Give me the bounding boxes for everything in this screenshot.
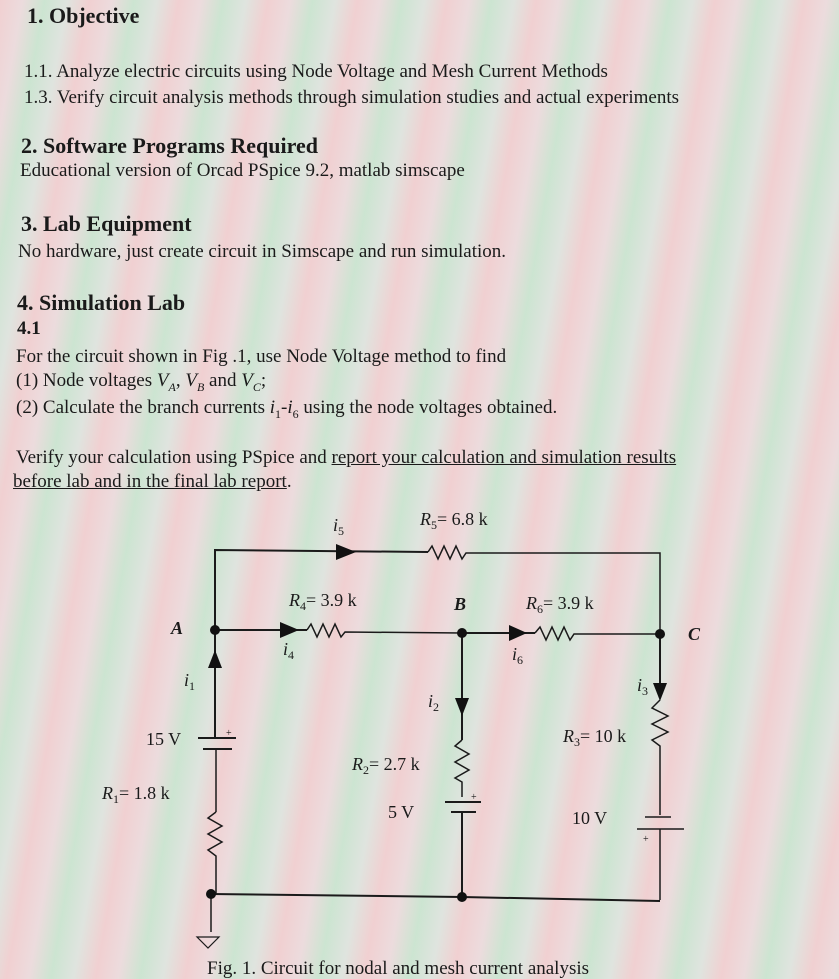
node-c-label: C xyxy=(688,624,701,644)
vc-subscript: C xyxy=(252,379,261,394)
node-b-dot xyxy=(457,628,467,638)
r2-label: $R_2= 2.7$ k xyxy=(352,754,420,777)
arrow-i4-icon xyxy=(280,622,299,638)
task2-dash: - xyxy=(281,397,288,418)
wire-bottom xyxy=(211,894,660,901)
software-text: Educational version of Orcad PSpice 9.2, matlab simscape xyxy=(20,160,465,181)
task1-end: ; xyxy=(260,370,267,391)
vb-subscript: B xyxy=(196,379,205,394)
r4-label: $R_4= 3.9$ k xyxy=(289,590,357,613)
task1-prefix: (1) Node voltages xyxy=(16,370,157,391)
battery-5v xyxy=(445,802,481,812)
verify-underlined-1: report your calculation and simulation results xyxy=(331,447,677,468)
plus-5v: + xyxy=(471,792,477,803)
i4-label: $i_4$ xyxy=(283,639,295,662)
i1-subscript: 1 xyxy=(275,406,282,421)
resistor-r4 xyxy=(307,624,462,637)
r6-label: $R_6= 3.9$ k xyxy=(526,593,594,616)
plus-15v: + xyxy=(226,728,232,739)
i5-label: $i_5$ xyxy=(333,515,345,538)
ground-icon xyxy=(197,937,219,948)
resistor-r1 xyxy=(208,812,222,895)
simulation-intro: For the circuit shown in Fig .1, use Node Voltage method to find xyxy=(16,346,507,367)
plus-10v: + xyxy=(643,834,649,845)
i2-label: $i_2$ xyxy=(428,691,440,714)
arrow-i6-icon xyxy=(509,625,527,641)
source-5v-label: 5 V xyxy=(388,802,415,822)
i6-label: $i_6$ xyxy=(512,644,524,667)
vb-symbol: V xyxy=(185,370,197,391)
figure-caption: Fig. 1. Circuit for nodal and mesh current analysis xyxy=(207,958,590,979)
node-a-dot xyxy=(210,625,220,635)
software-heading: 2. Software Programs Required xyxy=(21,133,318,158)
i6-symbol: i xyxy=(287,397,293,418)
r1-label: $R_1= 1.8$ k xyxy=(102,783,170,806)
arrow-i5-icon xyxy=(336,544,356,560)
node-b-label: B xyxy=(454,594,467,614)
node-ground-left-dot xyxy=(206,889,216,899)
task1-and: and xyxy=(204,370,242,391)
objective-heading: 1. Objective xyxy=(27,3,140,28)
task1-sep: , xyxy=(175,370,186,391)
equipment-text: No hardware, just create circuit in Simscape and run simulation. xyxy=(18,241,507,262)
r5-label: $R_5= 6.8$ k xyxy=(420,509,488,532)
vc-symbol: V xyxy=(241,370,253,391)
simulation-heading: 4. Simulation Lab xyxy=(17,290,186,315)
verify-end: . xyxy=(286,471,292,492)
objective-item-1: 1.1. Analyze electric circuits using Node Voltage and Mesh Current Methods xyxy=(24,61,608,82)
resistor-r2 xyxy=(455,740,469,797)
i6-subscript: 6 xyxy=(292,406,299,421)
va-symbol: V xyxy=(156,370,169,391)
node-a-label: A xyxy=(171,618,184,638)
arrow-i3-icon xyxy=(653,683,667,701)
verify-plain: Verify your calculation using PSpice and xyxy=(16,447,332,468)
arrow-i1-icon xyxy=(208,650,222,668)
battery-10v xyxy=(637,817,684,829)
arrow-i2-icon xyxy=(455,698,469,716)
task2-prefix: (2) Calculate the branch currents xyxy=(16,397,270,418)
source-15v-label: 15 V xyxy=(146,729,182,749)
va-subscript: A xyxy=(168,379,176,394)
resistor-r6 xyxy=(535,627,660,640)
i3-label: $i_3$ xyxy=(637,675,649,698)
r3-label: $R_3= 10$ k xyxy=(563,726,627,749)
node-c-dot xyxy=(655,629,665,639)
resistor-r5 xyxy=(428,546,660,630)
i1-label: $i_1$ xyxy=(184,670,196,693)
node-ground-mid-dot xyxy=(457,892,467,902)
simulation-subheading: 4.1 xyxy=(17,318,41,339)
equipment-heading: 3. Lab Equipment xyxy=(21,211,192,236)
source-10v-label: 10 V xyxy=(572,808,608,828)
objective-item-2: 1.3. Verify circuit analysis methods through simulation studies and actual experiments xyxy=(24,87,680,108)
task2-suffix: using the node voltages obtained. xyxy=(298,397,558,418)
resistor-r3 xyxy=(652,700,668,815)
battery-15v xyxy=(198,738,236,749)
i1-symbol: i xyxy=(269,397,276,418)
verify-underlined-2: before lab and in the final lab report xyxy=(13,471,287,492)
